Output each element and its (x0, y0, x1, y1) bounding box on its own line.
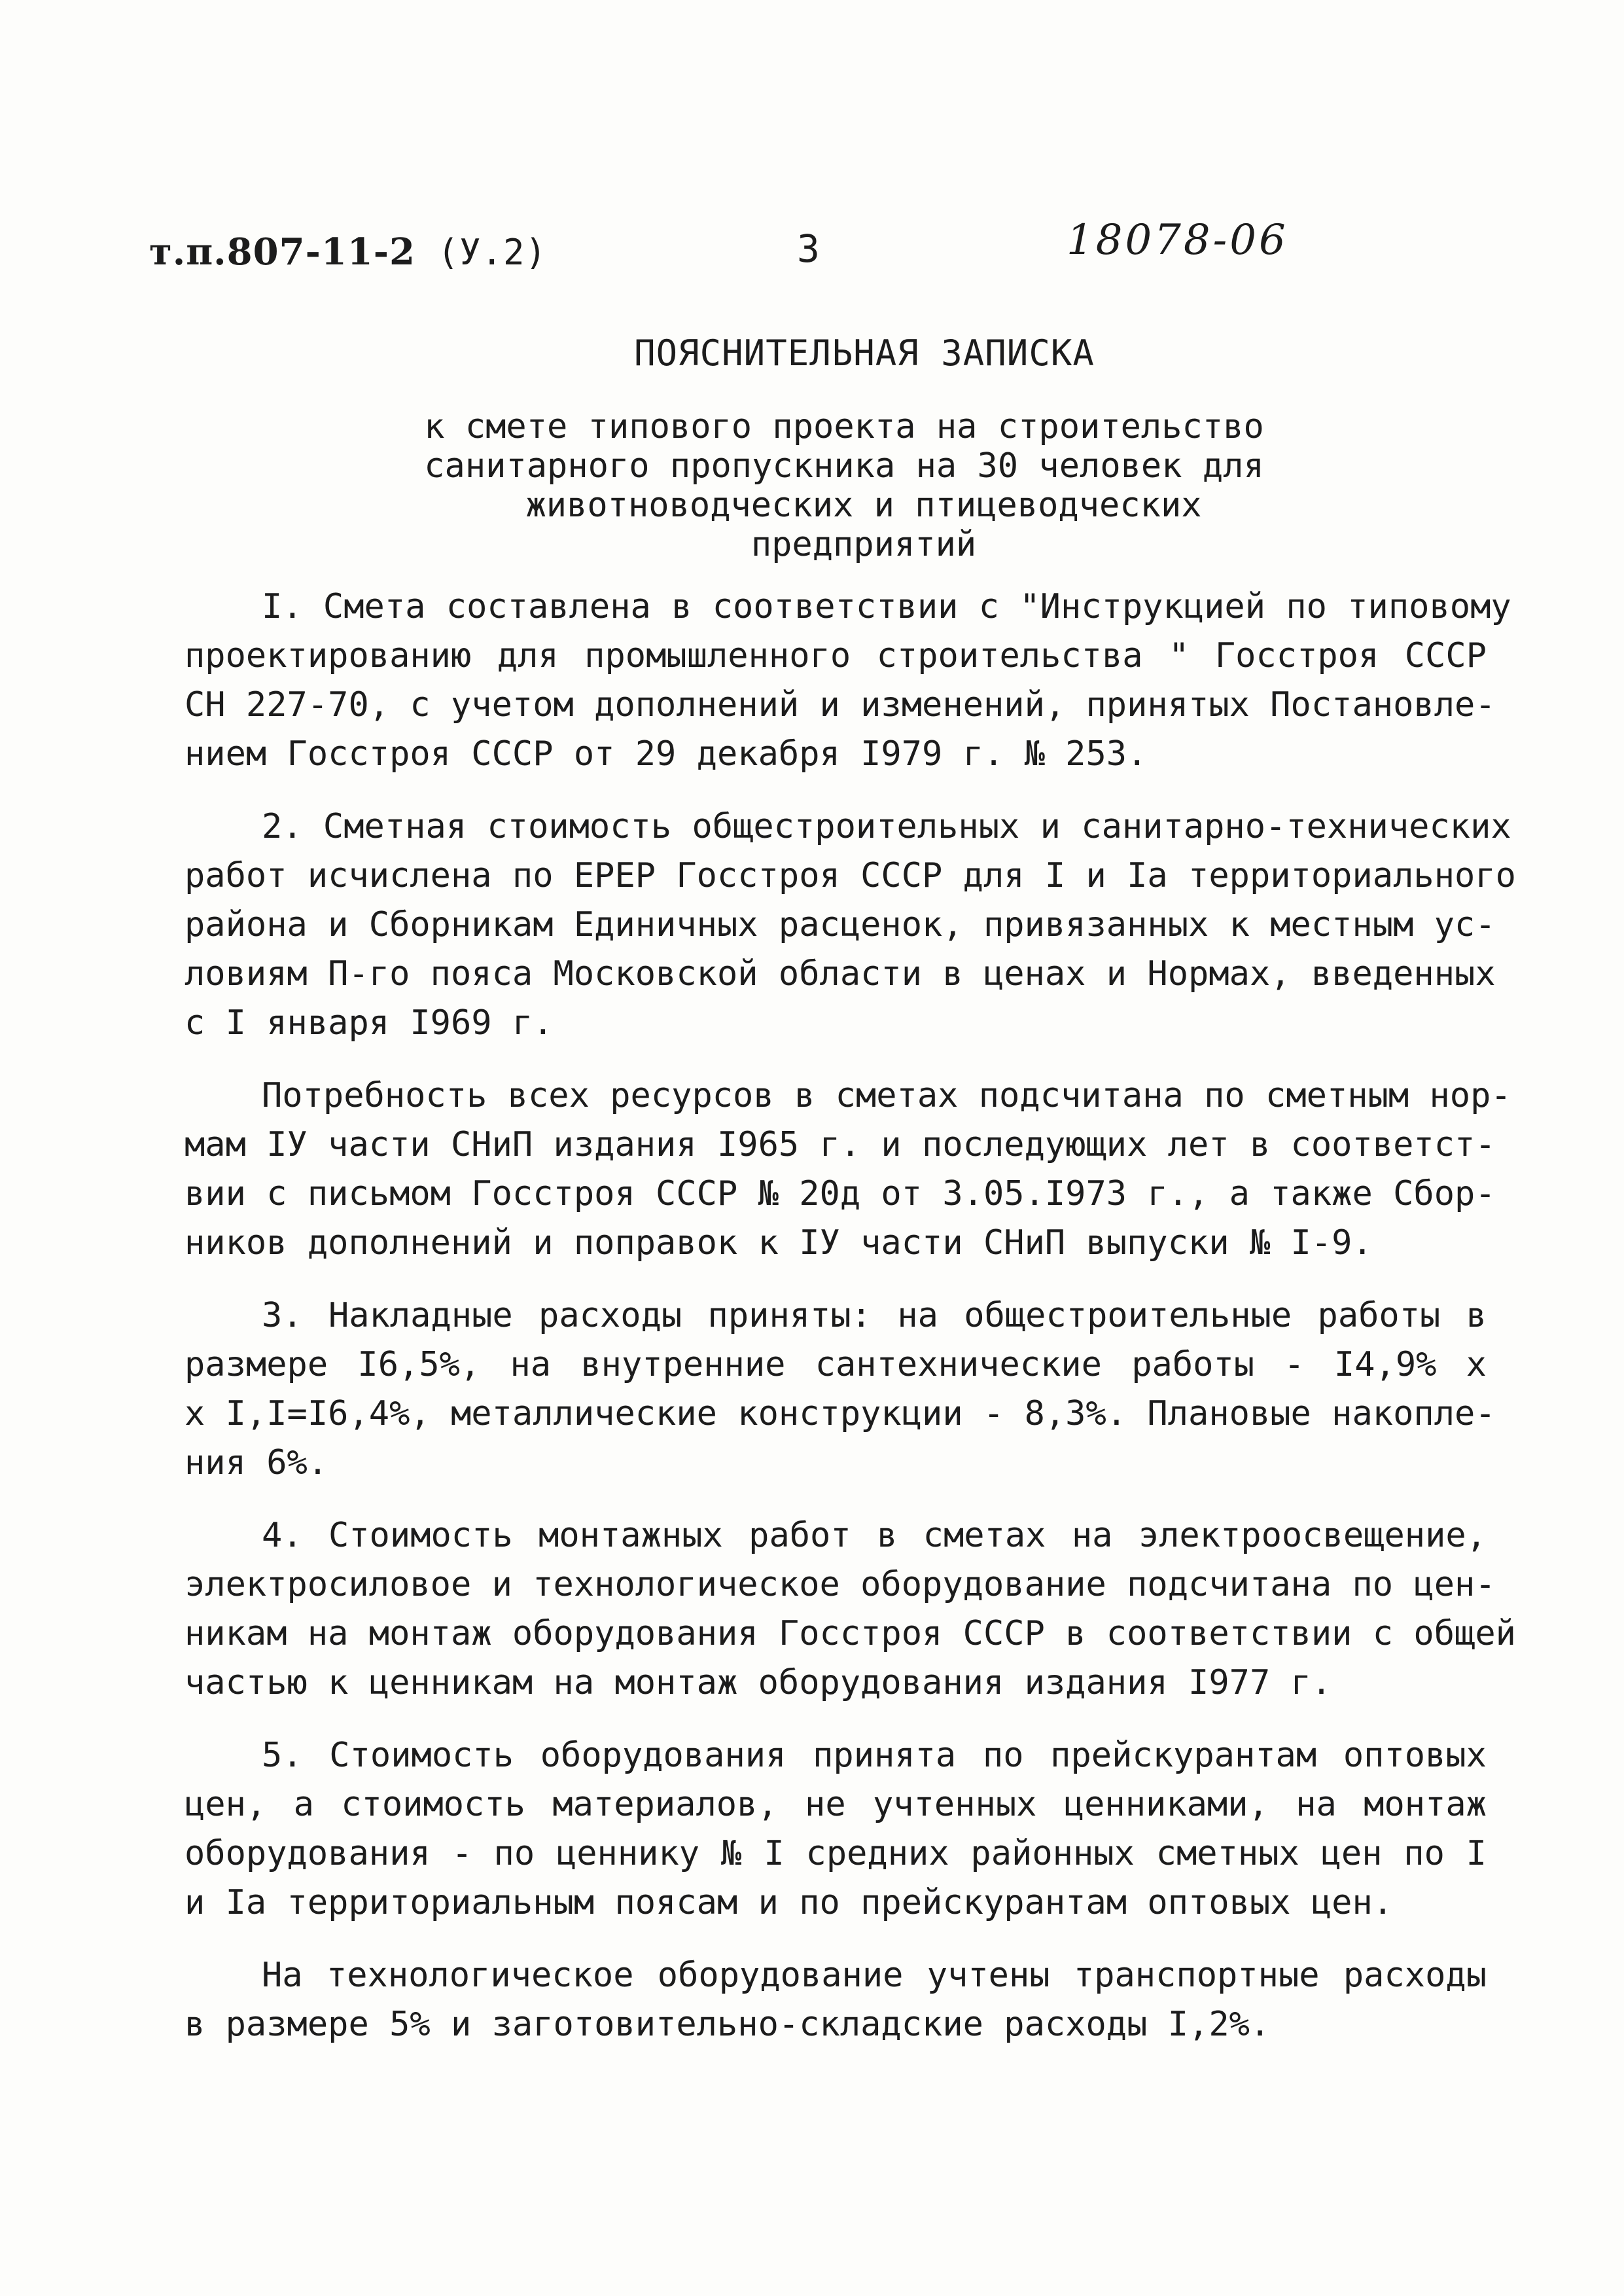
text-line: ников дополнений и поправок к IУ части СНиП выпуски № I-9. (185, 1223, 1373, 1263)
text-line: I. Смета составлена в соответствии с "Инструкцией по типовому (262, 587, 1511, 626)
page-subtitle (366, 407, 1322, 564)
text-line: в размере 5% и заготовительно-складские расходы I,2%. (185, 2005, 1271, 2044)
text-line: вии с письмом Госстроя СССР № 20д от 3.05.I973 г., а также Сбор- (185, 1174, 1496, 1213)
text-line: с I января I969 г. (185, 1003, 554, 1043)
document-number: 18078-06 (1067, 216, 1288, 264)
paragraph-1 (185, 583, 1511, 779)
text-line: работ исчислена по ЕРЕР Госстроя СССР для I и Iа территориального (185, 856, 1516, 895)
paragraph-2 (185, 802, 1516, 1048)
text-line: СН 227-70, с учетом дополнений и изменений, принятых Постановле- (185, 685, 1496, 725)
text-line: ловиям П-го пояса Московской области в ценах и Нормах, введенных (185, 954, 1496, 994)
text-line: 5. Стоимость оборудования принята по прейскурантам оптовых (262, 1736, 1487, 1775)
paragraph-7 (185, 1951, 1487, 2049)
text-line: района и Сборникам Единичных расценок, привязанных к местным ус- (185, 905, 1496, 944)
paragraph-6 (185, 1731, 1487, 1928)
text-line: х I,I=I6,4%, металлические конструкции - 8,3%. Плановые накопле- (185, 1394, 1496, 1433)
project-code-suffix: (У.2) (437, 232, 548, 273)
text-line: размере I6,5%, на внутренние сантехнические работы - I4,9% х (185, 1345, 1487, 1384)
text-line: цен, а стоимость материалов, не учтенных ценниками, на монтаж (185, 1785, 1487, 1824)
paragraph-4 (185, 1291, 1496, 1488)
text-line: мам IУ части СНиП издания I965 г. и последующих лет в соответст- (185, 1125, 1496, 1164)
subtitle-line: предприятий (750, 525, 977, 564)
text-line: Потребность всех ресурсов в сметах подсчитана по сметным нор- (262, 1076, 1511, 1115)
page-title: ПОЯСНИТЕЛЬНАЯ ЗАПИСКА (634, 332, 1095, 374)
text-line: ния 6%. (185, 1443, 328, 1482)
text-line: На технологическое оборудование учтены транспортные расходы (262, 1956, 1487, 1995)
text-line: никам на монтаж оборудования Госстроя СССР в соответствии с общей (185, 1614, 1516, 1653)
text-line: и Iа территориальным поясам и по прейскурантам оптовых цен. (185, 1883, 1394, 1922)
subtitle-line: животноводческих и птицеводческих (525, 486, 1202, 525)
subtitle-line: к смете типового проекта на строительство (424, 407, 1264, 446)
text-line: частью к ценникам на монтаж оборудования издания I977 г. (185, 1663, 1332, 1702)
text-line: нием Госстроя СССР от 29 декабря I979 г. № 253. (185, 734, 1148, 774)
text-line: 3. Накладные расходы приняты: на общестроительные работы в (262, 1296, 1487, 1335)
text-line: оборудования - по ценнику № I средних районных сметных цен по I (185, 1834, 1487, 1873)
text-line: электросиловое и технологическое оборудование подсчитана по цен- (185, 1565, 1496, 1604)
document-body (185, 583, 1516, 2073)
page-number: 3 (797, 226, 820, 271)
paragraph-3 (185, 1071, 1511, 1268)
text-line: проектированию для промышленного строительства " Госстроя СССР (185, 636, 1487, 675)
subtitle-line: санитарного пропускника на 30 человек для (424, 446, 1264, 486)
paragraph-5 (185, 1511, 1516, 1708)
project-code-number: т.п.807-11-2 (149, 230, 415, 274)
text-line: 2. Сметная стоимость общестроительных и санитарно-технических (262, 807, 1511, 846)
text-line: 4. Стоимость монтажных работ в сметах на электроосвещение, (262, 1516, 1487, 1555)
project-code (149, 230, 547, 274)
